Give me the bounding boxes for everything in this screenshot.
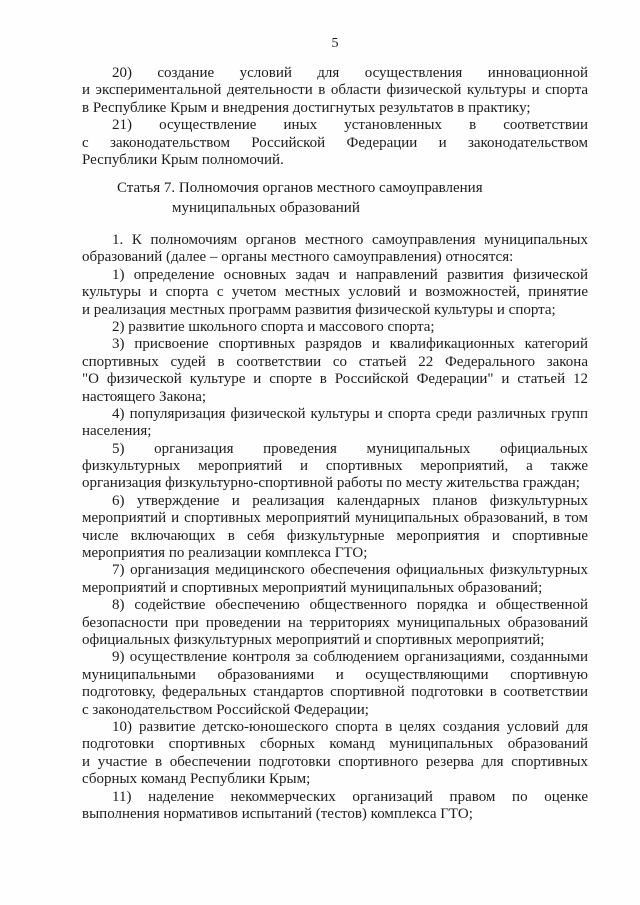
text-line: образований (далее – органы местного самоуправления) относятся: xyxy=(82,249,514,266)
subitem-5 xyxy=(82,441,588,493)
text-line: и экспериментальной деятельности в области физической культуры и спорта xyxy=(82,82,588,99)
text-line: в Республике Крым и внедрения достигнутых результатов в практику; xyxy=(82,99,531,116)
text-line: 11) наделение некоммерческих организаций правом по оценке xyxy=(112,788,588,805)
subitem-7 xyxy=(82,562,588,597)
heading-line: Статья 7. Полномочия органов местного самоуправления xyxy=(117,180,483,196)
subitem-6 xyxy=(82,493,588,563)
item-21 xyxy=(82,117,588,169)
text-line: безопасности при проведении на территориях муниципальных образований xyxy=(82,614,588,631)
text-line: 21) осуществление иных установленных в соответствии xyxy=(112,117,588,134)
text-line: с законодательством Российской Федерации и законодательством xyxy=(82,134,588,151)
page-number: 5 xyxy=(331,36,339,51)
text-line: организация физкультурно-спортивной работы по месту жительства граждан; xyxy=(82,475,580,492)
text-line: сборных команд Республики Крым; xyxy=(82,771,311,788)
subitem-8 xyxy=(82,597,588,649)
text-line: мероприятий и спортивных мероприятий муниципальных образований; xyxy=(82,579,543,596)
subitem-4 xyxy=(82,406,588,441)
text-line: населения; xyxy=(82,423,152,440)
subitem-2 xyxy=(82,319,588,336)
text-line: числе включающих в себя физкультурные мероприятия и спортивные xyxy=(82,527,588,544)
continued-items xyxy=(82,65,588,169)
article-body xyxy=(82,232,588,823)
text-line: выполнения нормативов испытаний (тестов) комплекса ГТО; xyxy=(82,805,473,822)
text-line: 9) осуществление контроля за соблюдением организациями, созданными xyxy=(112,649,588,666)
subitem-3 xyxy=(82,336,588,406)
text-line: 10) развитие детско-юношеского спорта в целях создания условий для xyxy=(112,718,588,735)
text-line: 6) утверждение и реализация календарных планов физкультурных xyxy=(112,492,588,509)
text-line: с законодательством Российской Федерации; xyxy=(82,701,369,718)
text-line: спортивных судей в соответствии со статьей 22 Федерального закона xyxy=(82,353,588,370)
text-line: и участие в обеспечении подготовки спортивного резерва для спортивных xyxy=(82,753,588,770)
text-line: физкультурных мероприятий и спортивных мероприятий, а также xyxy=(82,458,588,475)
text-line: 20) создание условий для осуществления инновационной xyxy=(112,65,588,81)
subitem-11 xyxy=(82,789,588,824)
article-7-part-1-intro xyxy=(82,232,588,267)
text-line: 1. К полномочиям органов местного самоуправления муниципальных xyxy=(112,232,588,248)
text-line: 7) организация медицинского обеспечения официальных физкультурных xyxy=(112,562,588,579)
text-line: муниципальными образованиями и осуществляющими спортивную xyxy=(82,666,588,683)
article-heading xyxy=(0,178,640,218)
text-line: "О физической культуре и спорте в Российской Федерации" и статьей 12 xyxy=(82,371,588,388)
text-line: подготовки спортивных сборных команд муниципальных образований xyxy=(82,736,588,753)
subitem-10 xyxy=(82,719,588,789)
subitem-9 xyxy=(82,649,588,719)
text-line: 5) организация проведения муниципальных официальных xyxy=(112,440,588,457)
text-line: 2) развитие школьного спорта и массового спорта; xyxy=(112,318,435,335)
item-20 xyxy=(82,65,588,117)
heading-line: муниципальных образований xyxy=(172,200,360,216)
text-line: 1) определение основных задач и направлений развития физической xyxy=(112,266,588,283)
text-line: мероприятий и спортивных мероприятий муниципальных образований, в том xyxy=(82,510,588,527)
text-line: подготовку, федеральных стандартов спортивной подготовки в соответствии xyxy=(82,684,588,701)
text-line: Республики Крым полномочий. xyxy=(82,151,284,168)
text-line: мероприятия по реализации комплекса ГТО; xyxy=(82,545,368,562)
text-line: 8) содействие обеспечению общественного порядка и общественной xyxy=(112,597,588,614)
text-line: 3) присвоение спортивных разрядов и квалификационных категорий xyxy=(112,336,588,353)
subitem-1 xyxy=(82,267,588,319)
text-line: официальных физкультурных мероприятий и спортивных мероприятий; xyxy=(82,631,545,648)
text-line: настоящего Закона; xyxy=(82,388,207,405)
text-line: и реализация местных программ развития физической культуры и спорта; xyxy=(82,301,556,318)
text-line: 4) популяризация физической культуры и спорта среди различных групп xyxy=(112,405,588,422)
text-line: культуры и спорта с учетом местных условий и возможностей, принятие xyxy=(82,284,588,301)
